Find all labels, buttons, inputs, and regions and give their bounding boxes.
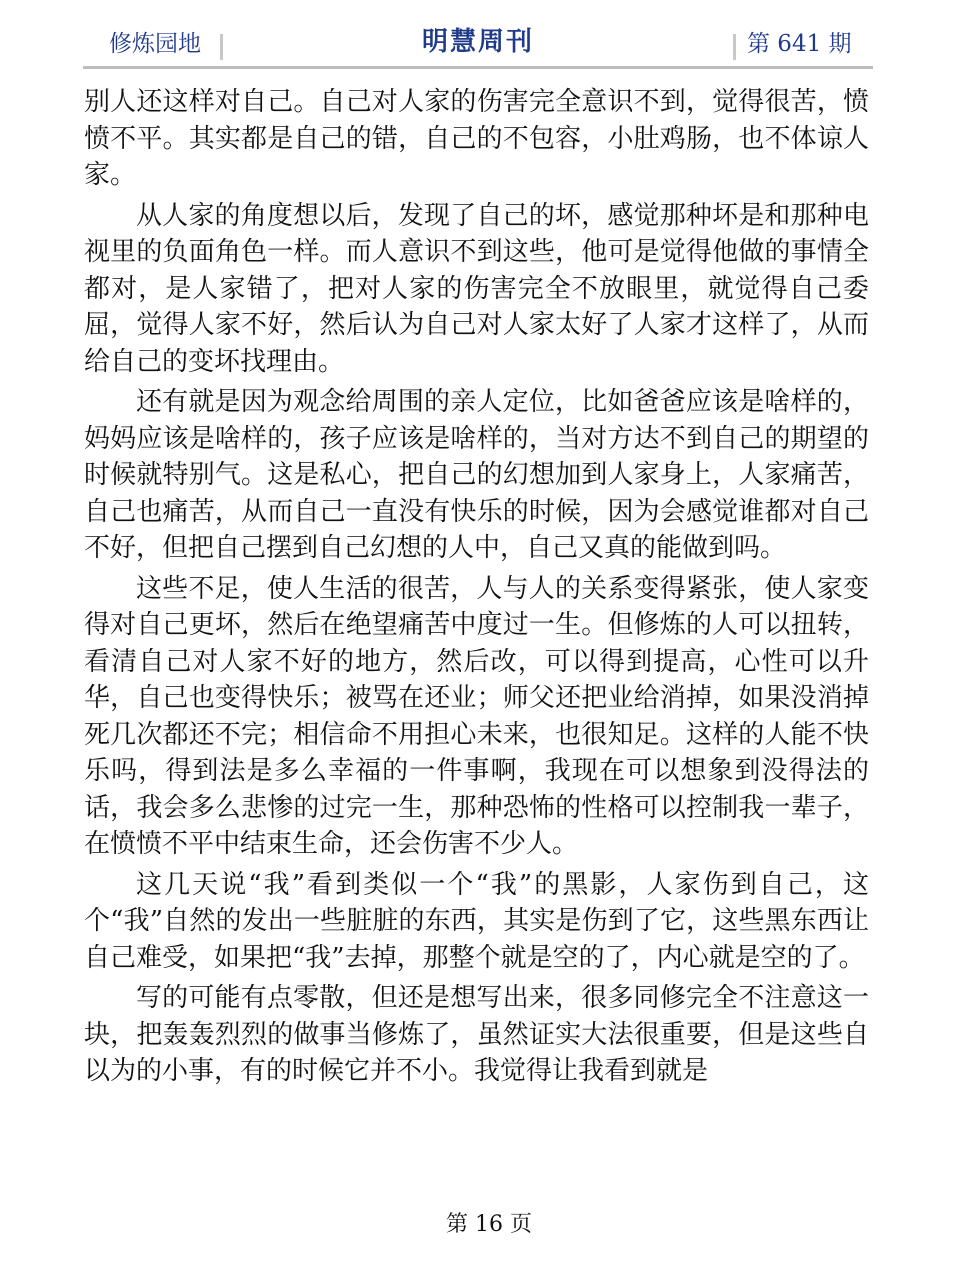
section-label: 修炼园地 bbox=[109, 31, 201, 57]
page-header bbox=[83, 24, 873, 66]
paragraph: 写的可能有点零散，但还是想写出来，很多同修完全不注意这一块，把轰轰烈烈的做事当修炼了，虽然证实大法很重要，但是这些自以为的小事，有的时候它并不小。我觉得让我看到就是 bbox=[84, 983, 869, 1086]
article-body bbox=[84, 84, 869, 1094]
paragraph: 别人还这样对自己。自己对人家的伤害完全意识不到，觉得很苦，愤愤不平。其实都是自己的错，自己的不包容，小肚鸡肠，也不体谅人家。 bbox=[84, 87, 869, 190]
header-rule bbox=[83, 66, 873, 69]
header-divider-right bbox=[733, 34, 736, 60]
paragraph: 从人家的角度想以后，发现了自己的坏，感觉那种坏是和那种电视里的负面角色一样。而人意识不到这些，他可是觉得他做的事情全都对，是人家错了，把对人家的伤害完全不放眼里，就觉得自己委屈，觉得人家不好，然后认为自己对人家太好了人家才这样了，从而给自己的变坏找理由。 bbox=[84, 200, 869, 377]
publication-title: 明慧周刊 bbox=[421, 27, 534, 57]
page-number: 第 16 页 bbox=[446, 1212, 532, 1237]
paragraph: 这些不足，使人生活的很苦，人与人的关系变得紧张，使人家变得对自己更坏，然后在绝望痛苦中度过一生。但修炼的人可以扭转，看清自己对人家不好的地方，然后改，可以得到提高，心性可以升华，自己也变得快乐；被骂在还业；师父还把业给消掉，如果没消掉死几次都还不完；相信命不用担心未来，也很知足。这样的人能不快乐吗，得到法是多么幸福的一件事啊，我现在可以想象到没得法的话，我会多么悲惨的过完一生，那种恐怖的性格可以控制我一辈子，在愤愤不平中结束生命，还会伤害不少人。 bbox=[84, 573, 869, 859]
paragraph: 还有就是因为观念给周围的亲人定位，比如爸爸应该是啥样的，妈妈应该是啥样的，孩子应该是啥样的，当对方达不到自己的期望的时候就特别气。这是私心，把自己的幻想加到人家身上，人家痛苦，自己也痛苦，从而自己一直没有快乐的时候，因为会感觉谁都对自己不好，但把自己摆到自己幻想的人中，自己又真的能做到吗。 bbox=[84, 387, 869, 563]
paragraph: 这几天说“我”看到类似一个“我”的黑影，人家伤到自己，这个“我”自然的发出一些脏脏的东西，其实是伤到了它，这些黑东西让自己难受，如果把“我”去掉，那整个就是空的了，内心就是空的了。 bbox=[84, 869, 869, 973]
issue-number: 第 641 期 bbox=[747, 31, 852, 57]
